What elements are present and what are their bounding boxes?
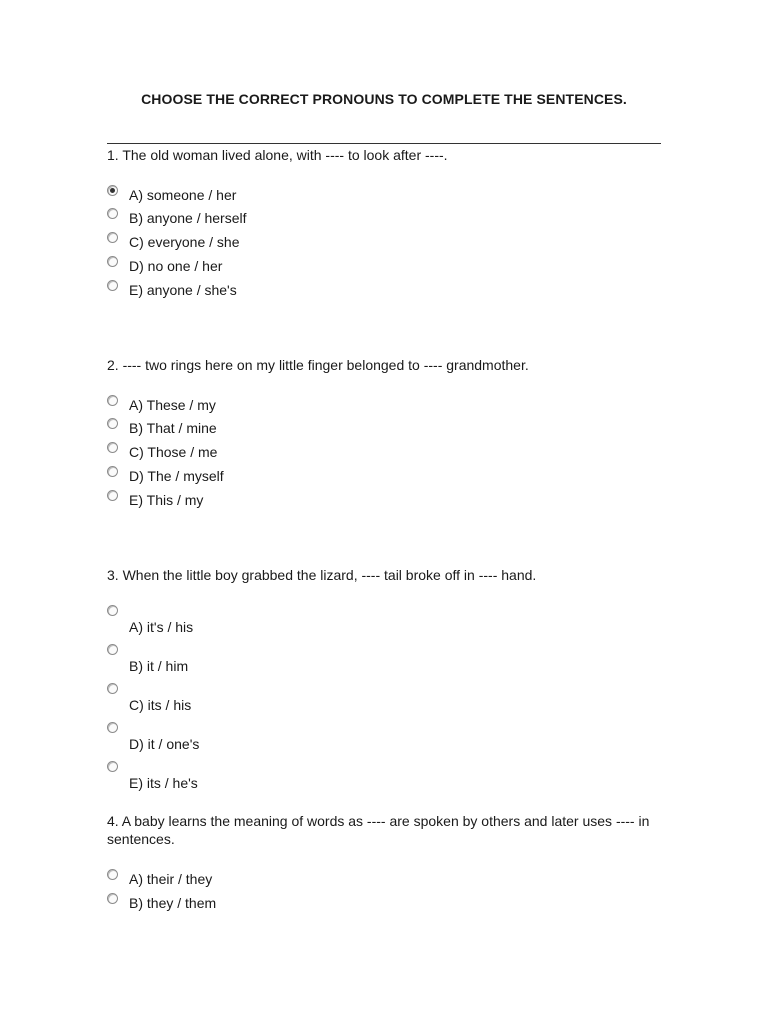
page-title: CHOOSE THE CORRECT PRONOUNS TO COMPLETE THE SENTENCES. — [141, 91, 627, 107]
radio-button[interactable] — [107, 644, 118, 655]
radio-button[interactable] — [107, 605, 118, 616]
option-label: A) someone / her — [129, 187, 237, 203]
radio-button[interactable] — [107, 893, 118, 904]
question-4-text: 4. A baby learns the meaning of words as ---- are spoken by others and later uses ---- in sentences. — [107, 813, 650, 847]
option-label: E) This / my — [129, 492, 204, 508]
radio-button[interactable] — [107, 418, 118, 429]
radio-button[interactable] — [107, 395, 118, 406]
radio-button[interactable] — [107, 490, 118, 501]
option-label: C) its / his — [129, 697, 192, 713]
option-label: A) These / my — [129, 397, 216, 413]
radio-button[interactable] — [107, 466, 118, 477]
radio-button[interactable] — [107, 232, 118, 243]
option-label: B) That / mine — [129, 420, 217, 436]
option-label: A) their / they — [129, 871, 213, 887]
radio-button[interactable] — [107, 869, 118, 880]
option-label: D) no one / her — [129, 258, 223, 274]
radio-button[interactable] — [107, 442, 118, 453]
radio-button[interactable] — [107, 761, 118, 772]
option-label: A) it's / his — [129, 619, 194, 635]
option-label: D) The / myself — [129, 468, 224, 484]
option-label: B) they / them — [129, 895, 217, 911]
option-label: C) Those / me — [129, 444, 218, 460]
radio-button[interactable] — [107, 722, 118, 733]
question-3-text: 3. When the little boy grabbed the lizard, ---- tail broke off in ---- hand. — [107, 567, 537, 583]
question-1-text: 1. The old woman lived alone, with ---- to look after ----. — [107, 147, 448, 163]
question-2-text: 2. ---- two rings here on my little finger belonged to ---- grandmother. — [107, 357, 529, 373]
option-label: E) its / he's — [129, 775, 198, 791]
option-label: E) anyone / she's — [129, 282, 237, 298]
radio-button[interactable] — [107, 280, 118, 291]
option-label: D) it / one's — [129, 736, 200, 752]
option-label: B) anyone / herself — [129, 210, 247, 226]
option-label: C) everyone / she — [129, 234, 240, 250]
radio-button-checked[interactable] — [107, 185, 118, 196]
radio-button[interactable] — [107, 208, 118, 219]
radio-button[interactable] — [107, 256, 118, 267]
title-divider — [107, 143, 661, 144]
radio-button[interactable] — [107, 683, 118, 694]
option-label: B) it / him — [129, 658, 189, 674]
